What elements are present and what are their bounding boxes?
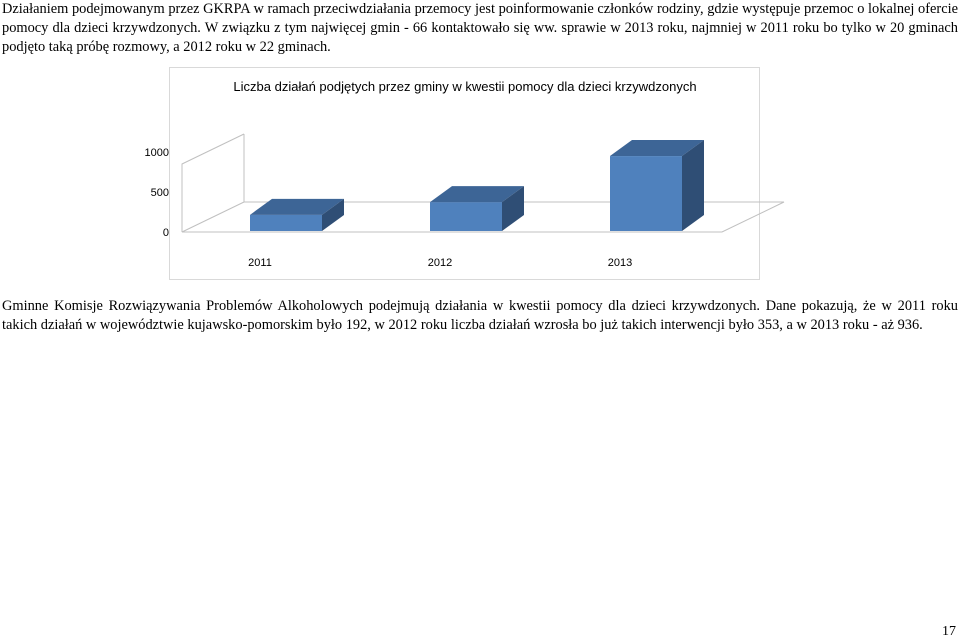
x-tick-label: 2011 xyxy=(248,257,272,269)
x-tick-label: 2013 xyxy=(607,257,633,269)
bar-front xyxy=(250,215,322,231)
page-number: 17 xyxy=(942,624,956,639)
bar-front xyxy=(430,202,502,231)
x-tick-label: 2012 xyxy=(427,257,453,269)
y-tick-label: 500 xyxy=(150,187,169,199)
chart-title: Liczba działań podjętych przez gminy w kwestii pomocy dla dzieci krzywdzonych xyxy=(233,79,697,94)
intro-paragraph: Działaniem podejmowanym przez GKRPA w ramach przeciwdziałania przemocy jest poinformowanie członków rodziny, gdzie występuje przemoc o lokalnej ofercie pomocy dla dzieci krzywdzonych. W związku z tym najwięcej gmin - 66 kontaktowało się ww. sprawie w 2013 roku, najmniej w 2011 roku bo tylko w 20 gminach podjęto taką próbę rozmowy, a 2012 roku w 22 gminach. xyxy=(2,1,958,55)
summary-paragraph: Gminne Komisje Rozwiązywania Problemów Alkoholowych podejmują działania w kwestii pomocy dla dzieci krzywdzonych. Dane pokazują, że w 2011 roku takich działań w województwie kujawsko-pomorskim było 192, w 2012 roku liczba działań wzrosła bo już takich interwencji było 353, a w 2013 roku - aż 936. xyxy=(2,298,958,333)
bar-front xyxy=(610,156,682,231)
bar-2013 xyxy=(610,140,704,231)
chart-frame xyxy=(144,67,760,280)
y-tick-label: 1000 xyxy=(144,147,169,159)
y-tick-label: 0 xyxy=(162,227,169,239)
bar-side xyxy=(682,140,704,231)
bar-chart xyxy=(144,68,759,279)
bar-2011 xyxy=(250,199,344,231)
bar-2012 xyxy=(430,186,524,231)
